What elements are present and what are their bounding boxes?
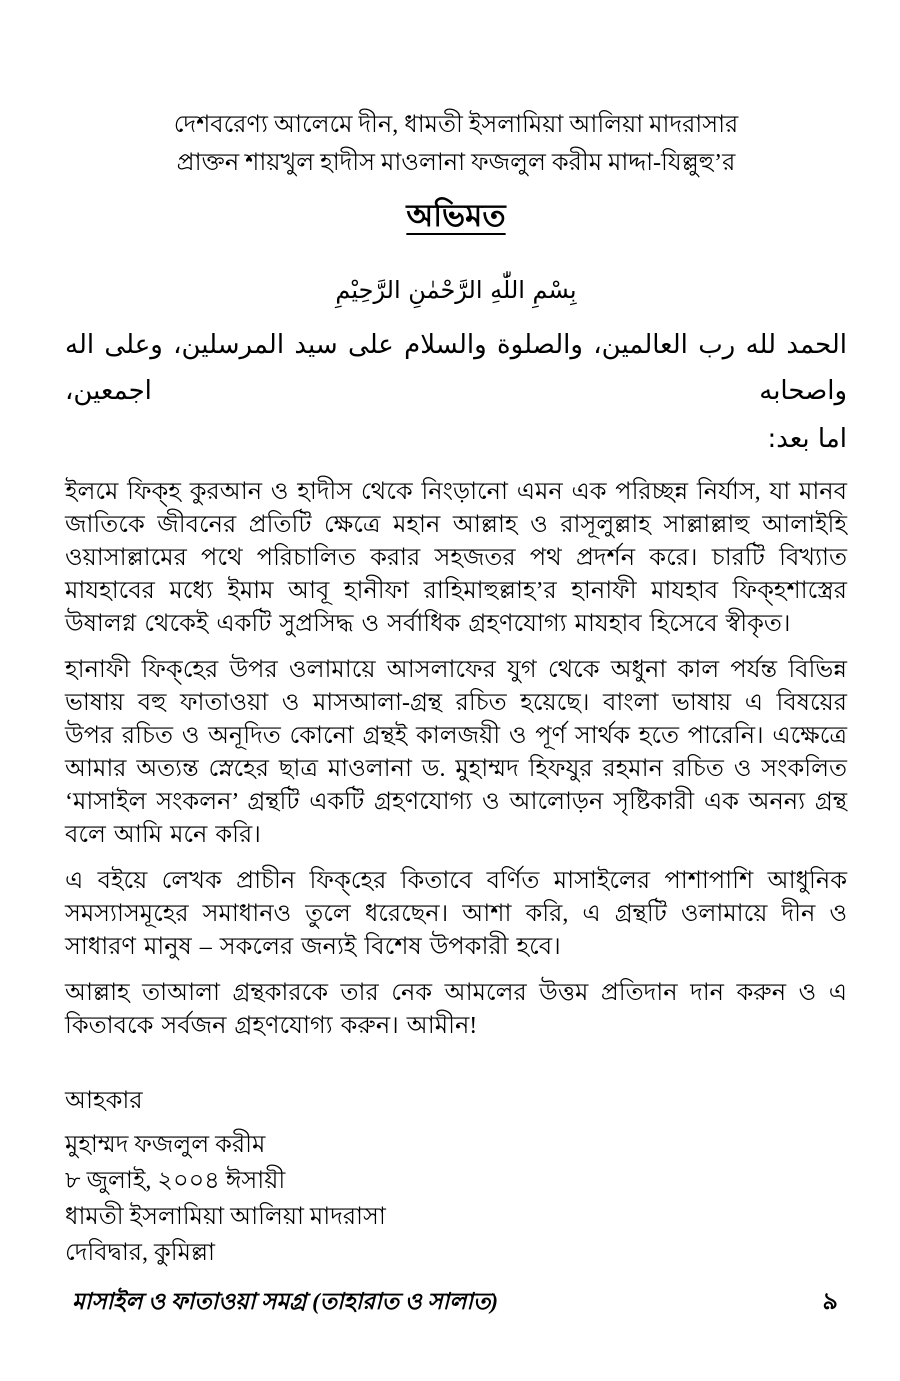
paragraph-4: আল্লাহ তাআলা গ্রন্থকারকে তার নেক আমলের উত্তম প্রতিদান দান করুন ও এ কিতাবকে সর্বজন গ্রহণযোগ্য করুন। আমীন! xyxy=(65,980,847,1039)
amma-baad-line: اما بعد: xyxy=(767,424,847,454)
paragraph-1: ইলমে ফিক্‌হ কুরআন ও হাদীস থেকে নিংড়ানো এমন এক পরিচ্ছন্ন নির্যাস, যা মানব জাতিকে জীবনের প্রতিটি ক্ষেত্রে মহান আল্লাহ ও রাসূলুল্লাহ সাল্লাল্লাহু আলাইহি ওয়াসাল্লামের পথে পরিচালিত করার সহজতর পথ প্রদর্শন করে। চারটি বিখ্যাত মাযহাবের মধ্যে ইমাম আবূ হানীফা রাহিমাহুল্লাহ’র হানাফী মাযহাব ফিক্‌হশাস্ত্রের উষালগ্ন থেকেই একটি সুপ্রসিদ্ধ ও সর্বাধিক গ্রহণযোগ্য মাযহাব হিসেবে স্বীকৃত। xyxy=(65,479,847,637)
signature-institution: ধামতী ইসলামিয়া আলিয়া মাদরাসা xyxy=(65,1204,386,1230)
arabic-opening-line: الحمد لله رب العالمين، والصلوة والسلام على سيد المرسلين، وعلى اله واصحابه اجمعين، xyxy=(65,330,847,406)
header-line-2: প্রাক্তন শায়খুল হাদীস মাওলানা ফজলুল করীম মাদ্দা-যিল্লুহু’র xyxy=(176,150,736,176)
body-text xyxy=(65,476,847,1043)
bismillah-text: بِسْمِ اللّٰهِ الرَّحْمٰنِ الرَّحِيْمِ xyxy=(335,276,577,304)
signature-name: মুহাম্মদ ফজলুল করীম xyxy=(65,1132,266,1158)
footer-page-number: ৯ xyxy=(822,1289,838,1315)
page-content xyxy=(65,0,847,1271)
page-title: অভিমত xyxy=(406,198,506,233)
footer-book-title: মাসাইল ও ফাতাওয়া সমগ্র (তাহারাত ও সালাত) xyxy=(72,1289,499,1314)
paragraph-2: হানাফী ফিক্‌হের উপর ওলামায়ে আসলাফের যুগ থেকে অধুনা কাল পর্যন্ত বিভিন্ন ভাষায় বহু ফাতাওয়া ও মাসআলা-গ্রন্থ রচিত হয়েছে। বাংলা ভাষায় এ বিষয়ের উপর রচিত ও অনূদিত কোনো গ্রন্থই কালজয়ী ও পূর্ণ সার্থক হতে পারেনি। এক্ষেত্রে আমার অত্যন্ত স্নেহের ছাত্র মাওলানা ড. মুহাম্মদ হিফযুর রহমান রচিত ও সংকলিত ‘মাসাইল সংকলন’ গ্রন্থটি একটি গ্রহণযোগ্য ও আলোড়ন সৃষ্টিকারী এক অনন্য গ্রন্থ বলে আমি মনে করি। xyxy=(65,657,847,848)
signature-location: দেবিদ্বার, কুমিল্লা xyxy=(65,1240,216,1266)
signature-date: ৮ জুলাই, ২০০৪ ঈসায়ী xyxy=(65,1168,286,1194)
header-line-1: দেশবরেণ্য আলেমে দীন, ধামতী ইসলামিয়া আলিয়া মাদরাসার xyxy=(173,112,739,138)
paragraph-3: এ বইয়ে লেখক প্রাচীন ফিক্‌হের কিতাবে বর্ণিত মাসাইলের পাশাপাশি আধুনিক সমস্যাসমূহের সমাধানও তুলে ধরেছেন। আশা করি, এ গ্রন্থটি ওলামায়ে দীন ও সাধারণ মানুষ – সকলের জন্যই বিশেষ উপকারী হবে। xyxy=(65,868,847,960)
signature-block xyxy=(65,1083,847,1271)
signature-salutation: আহকার xyxy=(65,1088,143,1114)
page-footer xyxy=(72,1283,838,1323)
endorsement-header xyxy=(65,0,847,182)
